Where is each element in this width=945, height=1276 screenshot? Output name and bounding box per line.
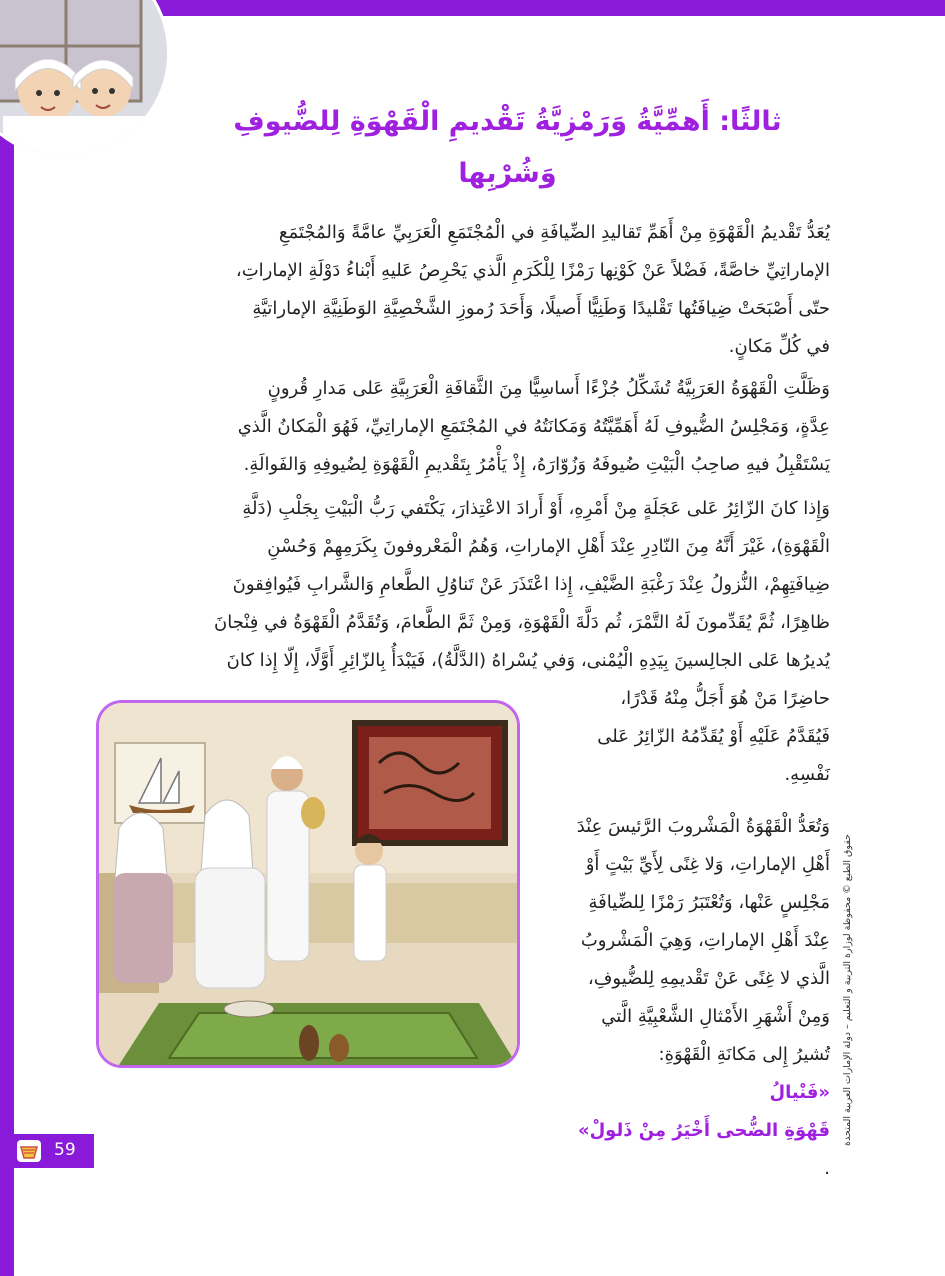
lesson-badge-illustration — [0, 0, 170, 158]
paragraph-line: حاضِرًا مَنْ هُوَ أَجَلُّ مِنْهُ قَدْرًا، — [620, 688, 830, 709]
section-title-line-2: وَشُرْبِها — [458, 158, 557, 189]
paragraph-line: حتّى أَصْبَحَتْ ضِيافَتُها تَقْليدًا وَطَنِيًّا أَصيلًا، وَأَحَدَ رُموزِ الشَّخْصِيَّةِ الوَطَنِيَّةِ الإماراتيَّةِ — [252, 298, 830, 319]
paragraph-3 — [110, 490, 830, 680]
paragraph-1 — [110, 214, 830, 366]
paragraph-line: عِنْدَ أَهْلِ الإماراتِ، وَهِيَ الْمَشْروبُ — [580, 930, 830, 951]
paragraph-line: فَيُقَدَّمُ عَلَيْهِ أَوْ يُقَدِّمُهُ الزّائِرُ عَلى — [597, 726, 830, 747]
left-accent-bar — [0, 0, 14, 1276]
paragraph-2 — [110, 370, 830, 484]
paragraph-line: وَتُعَدُّ الْقَهْوَةُ الْمَشْروبَ الرَّئيسَ عِنْدَ — [576, 816, 830, 837]
paragraph-line — [532, 1112, 830, 1188]
paragraph-line: يَسْتَقْبِلُ فيهِ صاحِبُ الْبَيْتِ ضُيوفَهُ وَزُوّارَهُ، إِذْ يَأْمُرُ بِتَقْديمِ الْقَهْوَةِ لِضُيوفِهِ وَالفَوالَةِ. — [243, 454, 830, 475]
paragraph-4 — [532, 808, 830, 1188]
cup-icon — [16, 1139, 42, 1163]
paragraph-line: الَّذي لا غِنًى عَنْ تَقْديمِهِ لِلضُّيوفِ، — [587, 968, 830, 989]
paragraph-line: يُديرُها عَلى الجالِسينَ بِيَدِهِ الْيُمْنى، وَفي يُسْراهُ (الدَّلَّةُ)، فَيَبْدَأُ بِالزّائِرِ أَوَّلًا، إِلّا إِذا كانَ — [226, 650, 830, 671]
proverb-end: قَهْوَةِ الضُّحى أَخْيَرُ مِنْ ذَلولْ» — [577, 1120, 830, 1141]
paragraph-line: في كُلِّ مَكانٍ. — [728, 336, 830, 357]
copyright-credit: حقوق الطبع © محفوظة لوزارة التربية و التعليم – دولة الإمارات العربية المتحدة — [842, 834, 853, 1146]
paragraph-line: أَهْلِ الإماراتِ، وَلا غِنًى لِأَيِّ بَيْتٍ أَوْ — [585, 854, 830, 875]
page-number-box — [0, 1134, 94, 1168]
paragraph-line: الإماراتِيِّ خاصَّةً، فَضْلاً عَنْ كَوْنِها رَمْزًا لِلْكَرَمِ الَّذي يَحْرِصُ عَليهِ أَبْناءُ دَوْلَةِ الإماراتِ، — [235, 260, 830, 281]
paragraph-line: الْقَهْوَةِ)، غَيْرَ أَنَّهُ مِنَ النّادِرِ عِنْدَ أَهْلِ الإماراتِ، وَهُمُ الْمَعْروفونَ بِكَرَمِهِمْ وَحُسْنِ — [267, 536, 830, 557]
paragraph-line: وَظَلَّتِ الْقَهْوَةُ العَرَبِيَّةُ تُشَكِّلُ جُزْءًا أَساسِيًّا مِنَ الثَّقافَةِ الْعَرَبِيَّةِ عَلى مَدارِ قُرونٍ — [267, 378, 830, 399]
paragraph-line: ضِيافَتِهِمْ، النُّزولُ عِنْدَ رَغْبَةِ الضَّيْفِ، إِذا اعْتَذَرَ عَنْ تَناوُلِ الطَّعامِ وَالشَّرابِ فَيُوافِقونَ — [232, 574, 830, 595]
paragraph-line: وَإِذا كانَ الزّائِرُ عَلى عَجَلَةٍ مِنْ أَمْرِهِ، أَوْ أَرادَ الاعْتِذارَ، يَكْتَفي رَبُّ الْبَيْتِ بِجَلْبِ (دَلَّةِ — [242, 498, 830, 519]
section-title-line-1: ثالثًا: أَهمِّيَّةُ وَرَمْزِيَّةُ تَقْديمِ الْقَهْوَةِ لِلضُّيوفِ — [233, 106, 782, 137]
section-title — [190, 96, 825, 200]
majlis-scene-image — [99, 703, 517, 1065]
proverb-period: . — [824, 1158, 830, 1179]
paragraph-3-continuation — [532, 680, 830, 794]
paragraph-line: مَجْلِسٍ عَنْها، وَتُعْتَبَرُ رَمْزًا لِلضِّيافَةِ — [588, 892, 830, 913]
two-boys-image — [0, 0, 170, 158]
paragraph-line: عِدَّةٍ، وَمَجْلِسُ الضُّيوفِ لَهُ أَهَمِّيَّتُهُ وَمَكانَتُهُ في المُجْتَمَعِ الإماراتِيِّ، فَهُوَ الْمَكانُ الَّذي — [237, 416, 830, 437]
proverb-start: «فَنْيالُ — [769, 1082, 830, 1103]
majlis-coffee-illustration — [96, 700, 520, 1068]
proverb-intro: تُشيرُ إِلى مَكانَةِ الْقَهْوَةِ: — [658, 1044, 830, 1065]
paragraph-line: نَفْسِهِ. — [784, 764, 830, 785]
paragraph-line: ظاهِرًا، ثُمَّ يُقَدِّمونَ لَهُ التَّمْرَ، ثُم دَلَّةَ الْقَهْوَةِ، وَمِنْ ثَمَّ الطَّعامَ، وَتُقَدَّمُ الْقَهْوَةُ في فِنْجانَ — [213, 612, 830, 633]
paragraph-line — [532, 1036, 830, 1112]
paragraph-line: يُعَدُّ تَقْديمُ الْقَهْوَةِ مِنْ أَهَمِّ تَقاليدِ الضِّيافَةِ في الْمُجْتَمَعِ الْعَرَبِيِّ عامَّةً وَالمُجْتَمَعِ — [278, 222, 830, 243]
paragraph-line: وَمِنْ أَشْهَرِ الأَمْثالِ الشَّعْبِيَّةِ الَّتي — [601, 1006, 830, 1027]
page-number: 59 — [54, 1140, 76, 1160]
